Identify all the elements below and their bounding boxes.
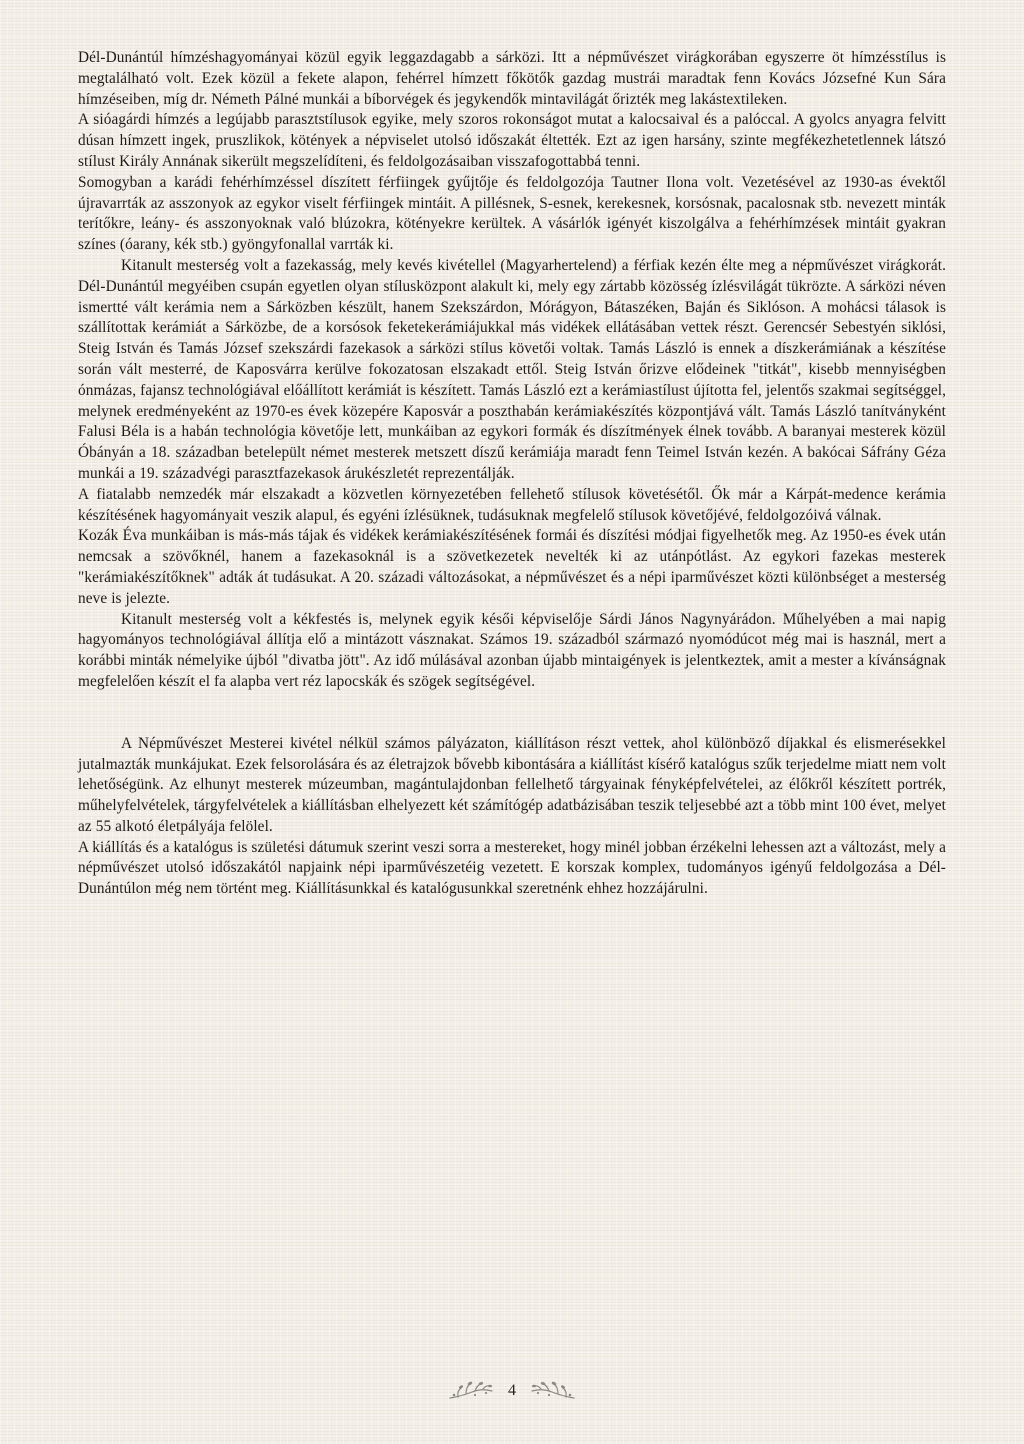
paragraph-younger-generation: A fiatalabb nemzedék már elszakadt a közvetlen környezetében fellehető stílusok követésétől. Ők már a Kárpát-medence kerámia készítésének hagyományait veszik alapul, és egyéni ízlésüknek, tudásuknak megfelelő stílusok követőjévé, feldolgozóivá válnak. bbox=[78, 485, 946, 524]
paragraph-embroidery-sarkoz: Dél-Dunántúl hímzéshagyományai közül egyik leggazdagabb a sárközi. Itt a népművészet virágkorában egyszerre öt hímzésstílus is megtalálható volt. Ezek közül a fekete alapon, fehérrel hímzett főkötők gazdag mustrái maradtak fenn Kovács Józsefné Kun Sára hímzéseiben, míg dr. Németh Pálné munkái a bíborvégek és jegykendők mintavilágát őrizték meg lakástextileken. bbox=[78, 49, 946, 108]
paragraph-kozak-eva: Kozák Éva munkáiban is más-más tájak és vidékek kerámiakészítésének formái és díszítési módjai figyelhetők meg. Az 1950-es évek után nemcsak a szövőknél, hanem a fazekasoknál is a szövetkezetek nevelték ki az utánpótlást. Az egykori fazekas mesterek "kerámiakészítőknek" adták át tudásukat. A 20. századi változásokat, a népművészet és a népi iparművészet közti különbséget a mesterség neve is jelezte. bbox=[78, 527, 946, 607]
paragraph-blue-dyeing: Kitanult mesterség volt a kékfestés is, melynek egyik késői képviselője Sárdi János Nagynyárádon. Műhelyében a mai napig hagyományos technológiával állítja elő a mintázott vásznakat. Számos 19. századból származó nyomódúcot még mai is használ, mert a korábbi minták némelyike újból "divatba jött". Az idő múlásával azonban újabb mintaigények is jelentkeztek, amit a mester a kívánságnak megfelelően készít el fa alapba vert réz lapocskák és szögek segítségével. bbox=[78, 610, 946, 690]
paragraph-masters-awards: A Népművészet Mesterei kivétel nélkül számos pályázaton, kiállításon részt vettek, ahol különböző díjakkal és elismerésekkel jutalmazták munkájukat. Ezek felsorolására és az életrajzok bővebb kibontására a kiállítást kísérő katalógus szűk terjedelme miatt nem volt lehetőségünk. Az elhunyt mesterek múzeumban, magántulajdonban fellelhető tárgyainak fényképfelvételei, az élőkről készített portrék, műhelyfelvételek, tárgyfelvételek a kiállításban elhelyezett két számítógép adatbázisában teszik teljesebbé azt a több mint 100 évet, melyet az 55 alkotó életpályája felölel. bbox=[78, 734, 946, 835]
floral-ornament-icon bbox=[448, 1380, 494, 1402]
paragraph-embroidery-somogy: Somogyban a karádi fehérhímzéssel díszített férfiingek gyűjtője és feldolgozója Tautner Ilona volt. Vezetésével az 1930-as évektől újravarrták az asszonyok az egykor viselt férfiingek mintáit. A pillésnek, S-esnek, kerekesnek, korsósnak, pacalosnak stb. nevezett minták terítőkre, leány- és asszonyoknak való blúzokra, kötényekre kerültek. A vásárlók igényét kiszolgálva a fehérhímzések mintáit gyakran színes (óarany, kék stb.) gyöngyfonallal varrták ki. bbox=[78, 173, 946, 254]
paragraph-gap bbox=[78, 693, 946, 734]
paragraph-embroidery-sioagard: A sióagárdi hímzés a legújabb parasztstílusok egyike, mely szoros rokonságot mutat a kalocsaival és a palóccal. A gyolcs anyagra felvitt dúsan hímzett ingek, pruszlikok, kötények a népviselet utolsó időszakát éltették. Ezt az igen harsány, szinte megfékezhetetlennek látszó stílust Király Annának sikerült megszelídíteni, és feldolgozásaiban visszafogottabbá tenni. bbox=[78, 111, 946, 170]
page-content bbox=[78, 48, 946, 900]
floral-ornament-icon bbox=[530, 1380, 576, 1402]
paragraph-exhibition-order: A kiállítás és a katalógus is születési dátumuk szerint veszi sorra a mestereket, hogy minél jobban érzékelni lehessen azt a változást, mely a népművészet utolsó időszakától napjaink népi iparművészetéig vezetett. E korszak komplex, tudományos igényű feldolgozása a Dél-Dunántúlon még nem történt meg. Kiállításunkkal és katalógusunkkal szeretnénk ehhez hozzájárulni. bbox=[78, 838, 946, 898]
page-number: 4 bbox=[508, 1382, 516, 1399]
page-footer bbox=[0, 1380, 1024, 1402]
paragraph-pottery: Kitanult mesterség volt a fazekasság, mely kevés kivétellel (Magyarhertelend) a férfiak kezén élte meg a népművészet virágkorát. Dél-Dunántúl megyéiben csupán egyetlen olyan stílusközpont alakult ki, mely egy zártabb közösség ízlésvilágát tükrözte. A sárközi néven ismertté vált kerámia nem a Sárközben készült, hanem Szekszárdon, Mórágyon, Bátaszéken, Baján és Siklóson. A mohácsi tálasok is szállítottak kerámiát a Sárközbe, de a korsósok feketekerámiájukkal más vidékek ellátásában vettek részt. Gerencsér Sebestyén siklósi, Steig István és Tamás József szekszárdi fazekasok a sárközi stílus követői voltak. Tamás László is ennek a díszkerámiának a készítése során vált mesterré, de Kaposvárra kerülve fokozatosan elszakadt ettől. Steig István őrizve elődeinek "titkát", kisebb mennyiségben ónmázas, fajansz technológiával előállított kerámiát is készített. Tamás László ezt a kerámiastílust újította fel, jelentős szakmai segítséggel, melynek eredményeként az 1970-es évek közepére Kaposvár a poszthabán kerámiakészítés központjává vált. Tamás László tanítványként Falusi Béla is a habán technológia követője lett, munkáiban az egykori formák és díszítmények élnek tovább. A baranyai mesterek közül Óbányán a 18. században betelepült német mesterek metszett díszű kerámiája maradt fenn Teimel István kezén. A bakócai Sáfrány Géza munkái a 19. századvégi parasztfazekasok árukészletét reprezentálják. bbox=[78, 256, 946, 482]
